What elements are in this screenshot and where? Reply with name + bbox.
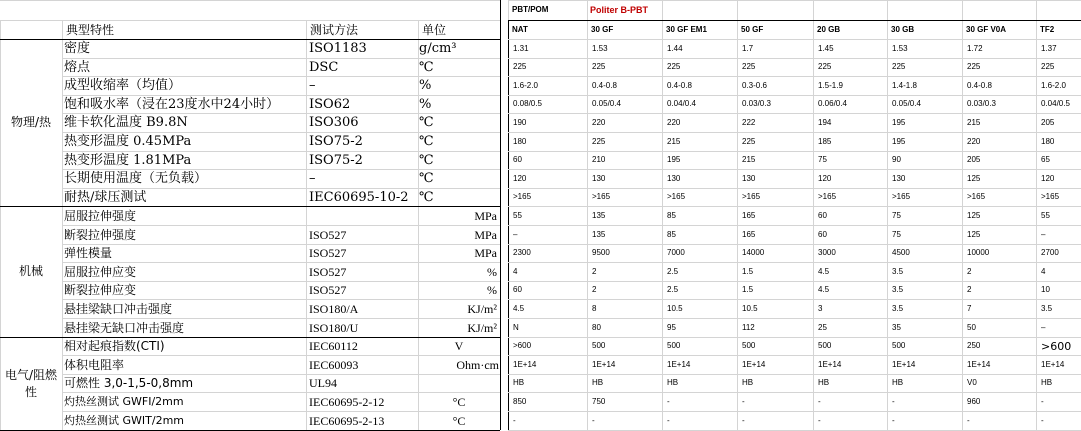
value-cell: 220 [967, 136, 981, 146]
grade-header: 30 GF [591, 24, 614, 34]
value-cell: 8 [592, 303, 597, 313]
unit: % [419, 96, 432, 112]
grid-vline [962, 0, 963, 430]
property-name: 耐热/球压测试 [64, 189, 147, 205]
value-cell: 1E+14 [967, 359, 991, 369]
property-name: 灼热丝测试 GWIT/2mm [64, 414, 184, 427]
value-cell: 194 [818, 117, 832, 127]
value-cell: 9500 [592, 248, 610, 257]
value-cell: 120 [1041, 173, 1055, 183]
value-cell: 1.72 [967, 43, 983, 53]
unit: Ohm·cm [456, 357, 499, 372]
property-name: 断裂拉伸强度 [64, 227, 137, 242]
value-cell: 130 [892, 173, 906, 183]
value-cell: 3000 [818, 248, 836, 257]
value-cell: 10.5 [742, 303, 758, 313]
value-cell: 225 [742, 62, 756, 71]
value-cell: >165 [892, 192, 911, 201]
value-cell: 225 [592, 62, 606, 71]
value-cell: 500 [742, 341, 756, 350]
property-name: 体积电阻率 [64, 357, 125, 372]
value-cell: >600 [513, 341, 532, 350]
value-cell: 0.05/0.4 [892, 99, 921, 108]
value-cell: 190 [513, 117, 527, 127]
value-cell: 4.5 [818, 266, 830, 276]
grid-hline [0, 0, 500, 1]
value-cell: >165 [592, 192, 611, 201]
test-method: ISO75-2 [309, 134, 363, 149]
value-cell: 0.03/0.3 [742, 99, 771, 108]
value-cell: 2.5 [667, 285, 679, 294]
value-cell: 1E+14 [667, 359, 691, 369]
grade-header: TF2 [1040, 24, 1055, 34]
value-cell: 75 [818, 155, 827, 164]
value-cell: 225 [1041, 62, 1055, 71]
unit: % [487, 283, 497, 297]
unit [419, 374, 499, 392]
value-cell: 50 [967, 322, 976, 332]
value-cell: >165 [1041, 192, 1060, 201]
value-cell: 0.4-0.8 [967, 80, 992, 90]
header-method: 测试方法 [310, 22, 359, 37]
value-cell: 225 [592, 136, 606, 146]
value-cell: 1.53 [892, 43, 908, 53]
unit: ℃ [419, 134, 434, 149]
test-method: ISO527 [309, 246, 347, 260]
value-cell: 960 [967, 396, 981, 406]
grade-header: 30 GF EM1 [666, 24, 707, 34]
test-method: ISO180/A [309, 301, 359, 316]
value-cell: 2700 [1041, 248, 1059, 257]
value-cell: >165 [967, 192, 986, 201]
value-cell: 135 [592, 229, 606, 239]
value-cell: 3 [818, 303, 823, 313]
value-cell: 135 [592, 210, 606, 220]
test-method: IEC60695-10-2 [309, 189, 409, 205]
property-name: 成型收缩率（均值） [64, 78, 182, 93]
value-cell: – [513, 229, 518, 239]
value-cell: 180 [513, 136, 527, 146]
value-cell: 0.08/0.5 [513, 99, 542, 108]
value-cell: 1.6-2.0 [1041, 80, 1066, 90]
grade-header: 20 GB [817, 24, 841, 34]
value-cell: 165 [742, 229, 756, 239]
property-name: 悬挂梁缺口冲击强度 [64, 301, 173, 316]
value-cell: 185 [818, 136, 832, 146]
value-cell: 1E+14 [1041, 359, 1065, 369]
value-cell: >165 [818, 192, 837, 201]
value-cell: 0.04/0.4 [667, 99, 696, 108]
property-name: 灼热丝测试 GWFI/2mm [64, 395, 184, 408]
value-cell: 0.04/0.5 [1041, 99, 1070, 108]
grid-vline [887, 0, 888, 430]
value-cell: - [1041, 415, 1044, 425]
value-cell: 125 [967, 229, 981, 239]
value-cell: 80 [592, 322, 601, 332]
value-cell: 90 [892, 155, 901, 164]
unit: MPa [474, 208, 497, 223]
value-cell: 0.03/0.3 [967, 99, 996, 108]
test-method: ISO306 [309, 115, 359, 130]
unit: KJ/m² [467, 320, 497, 335]
value-cell: - [892, 396, 895, 406]
value-cell: – [1041, 322, 1046, 332]
value-cell: HB [513, 378, 525, 387]
value-cell: 4 [1041, 266, 1046, 276]
value-cell: 180 [1041, 136, 1055, 146]
property-name: 屈服拉伸应变 [64, 264, 137, 279]
group-label: 机械 [18, 264, 43, 278]
value-cell: 2 [967, 285, 972, 294]
property-name: 熔点 [64, 59, 91, 75]
header-family: PBT/POM [512, 5, 549, 14]
unit: °C [452, 413, 466, 428]
value-cell: 225 [818, 62, 832, 71]
property-name: 弹性模量 [64, 246, 113, 260]
property-name: 相对起痕指数(CTI) [64, 339, 165, 353]
test-method: ISO527 [309, 264, 347, 279]
unit: ℃ [419, 189, 434, 205]
value-cell: - [892, 415, 895, 425]
property-name: 长期使用温度（无负载） [64, 171, 208, 186]
grid-vline [813, 0, 814, 430]
value-cell: >165 [742, 192, 761, 201]
value-cell: 195 [892, 117, 906, 127]
value-cell: 0.4-0.8 [667, 80, 692, 90]
value-cell: HB [592, 378, 604, 387]
value-cell: 250 [967, 341, 981, 350]
unit: ℃ [419, 115, 434, 130]
value-cell: 7000 [667, 248, 685, 257]
value-cell: - [967, 415, 970, 425]
test-method: – [309, 171, 316, 186]
value-cell: 3.5 [892, 303, 904, 313]
grade-header: 30 GF V0A [966, 24, 1007, 34]
property-name: 饱和吸水率（浸在23度水中24小时） [64, 96, 280, 112]
value-cell: 225 [513, 62, 527, 71]
value-cell: 222 [742, 117, 756, 127]
value-cell: 4 [513, 266, 518, 276]
value-cell: 750 [592, 396, 606, 406]
test-method: ISO62 [309, 96, 351, 112]
value-cell: 210 [592, 155, 606, 164]
unit: % [487, 264, 497, 279]
value-cell: 130 [667, 173, 681, 183]
value-cell: 125 [967, 173, 981, 183]
divider [500, 0, 501, 430]
grade-header: 30 GB [891, 24, 915, 34]
value-cell: - [818, 396, 821, 406]
unit: °C [452, 394, 466, 409]
value-cell: 195 [892, 136, 906, 146]
value-cell: 85 [667, 229, 676, 239]
value-cell: 0.4-0.8 [592, 80, 617, 90]
grid-vline [1036, 0, 1037, 430]
value-cell: 500 [592, 341, 606, 350]
value-cell: 500 [667, 341, 681, 350]
value-cell: - [742, 415, 745, 425]
value-cell: >165 [667, 192, 686, 201]
unit: MPa [474, 246, 497, 260]
value-cell: HB [1041, 378, 1053, 387]
value-cell: 215 [742, 155, 756, 164]
value-cell: 1.5-1.9 [818, 80, 843, 90]
value-cell: 225 [667, 62, 681, 71]
property-name: 屈服拉伸强度 [64, 208, 137, 223]
value-cell: 7 [967, 303, 972, 313]
group-label: 电气/阻燃性 [4, 367, 58, 399]
value-cell: 2300 [513, 248, 531, 257]
value-cell: 75 [892, 229, 901, 239]
value-cell: 4.5 [818, 285, 830, 294]
test-method: ISO527 [309, 227, 347, 242]
test-method: IEC60093 [309, 357, 359, 372]
value-cell: 205 [1041, 117, 1055, 127]
value-cell: 1.5 [742, 266, 754, 276]
value-cell: 1.31 [513, 43, 529, 53]
value-cell: - [742, 396, 745, 406]
value-cell: - [513, 415, 516, 425]
property-name: 维卡软化温度 B9.8N [64, 115, 188, 130]
value-cell: 10000 [967, 248, 990, 257]
grade-header: NAT [512, 24, 528, 34]
property-name: 热变形温度 1.81MPa [64, 152, 192, 168]
value-cell: 3.5 [892, 285, 904, 294]
value-cell: 1E+14 [742, 359, 766, 369]
test-method: IEC60695-2-12 [309, 394, 385, 409]
value-cell: - [818, 415, 821, 425]
value-cell: - [667, 396, 670, 406]
test-method: IEC60112 [309, 339, 358, 353]
header-brand: Politer B-PBT [590, 4, 649, 15]
unit: ℃ [419, 152, 434, 168]
unit: g/cm³ [419, 41, 457, 56]
value-cell: 225 [742, 136, 756, 146]
value-cell: 1E+14 [892, 359, 916, 369]
grid-vline [587, 0, 588, 430]
unit: ℃ [419, 59, 434, 75]
value-cell: 4500 [892, 248, 910, 257]
unit: ℃ [419, 171, 434, 186]
test-method: DSC [309, 59, 339, 75]
value-cell: 215 [967, 117, 981, 127]
test-method: ISO527 [309, 283, 347, 297]
test-method: UL94 [309, 376, 337, 390]
test-method: – [309, 78, 316, 93]
value-cell: 55 [513, 210, 522, 220]
value-cell: 220 [667, 117, 681, 127]
value-cell: HB [667, 378, 679, 387]
value-cell: 120 [513, 173, 527, 183]
value-cell: 225 [892, 62, 906, 71]
value-cell: 1.37 [1041, 43, 1057, 53]
value-cell: 2 [967, 266, 972, 276]
value-cell: - [667, 415, 670, 425]
value-cell: 220 [592, 117, 606, 127]
value-cell: 55 [1041, 210, 1050, 220]
grid-vline [737, 0, 738, 430]
header-property: 典型特性 [66, 22, 115, 37]
value-cell: 1.45 [818, 43, 834, 53]
value-cell: 500 [818, 341, 832, 350]
value-cell: HB [892, 378, 904, 387]
header-unit: 单位 [422, 22, 447, 37]
value-cell: V0 [967, 378, 977, 387]
value-cell: - [592, 415, 595, 425]
value-cell: 1E+14 [513, 359, 537, 369]
value-cell: 10.5 [667, 303, 683, 313]
value-cell: 60 [818, 229, 827, 239]
grade-header: 50 GF [741, 24, 764, 34]
value-cell: 14000 [742, 248, 765, 257]
property-name: 热变形温度 0.45MPa [64, 134, 192, 149]
property-name: 悬挂梁无缺口冲击强度 [64, 320, 185, 335]
value-cell: 35 [892, 322, 901, 332]
value-cell: 60 [818, 210, 827, 220]
value-cell: 3.5 [1041, 303, 1053, 313]
property-name: 断裂拉伸应变 [64, 283, 137, 297]
value-cell: 0.3-0.6 [742, 80, 767, 90]
value-cell: 1E+14 [592, 359, 616, 369]
value-cell: 165 [742, 210, 756, 220]
test-method: ISO75-2 [309, 152, 363, 168]
unit: MPa [474, 227, 497, 242]
value-cell: 60 [513, 285, 522, 294]
value-cell: 130 [742, 173, 756, 183]
value-cell: 1E+14 [818, 359, 842, 369]
value-cell: 2 [592, 266, 597, 276]
test-method [309, 206, 417, 225]
value-cell: 1.7 [742, 43, 754, 53]
value-cell: 3.5 [892, 266, 904, 276]
value-cell: 215 [667, 136, 681, 146]
value-cell: 850 [513, 396, 527, 406]
value-cell: – [1041, 229, 1046, 239]
value-cell: N [513, 322, 519, 332]
value-cell: >165 [513, 192, 532, 201]
value-cell: 0.06/0.4 [818, 99, 847, 108]
value-cell: 0.05/0.4 [592, 99, 621, 108]
value-cell: 205 [967, 155, 981, 164]
value-cell: 195 [667, 155, 681, 164]
group-label: 物理/热 [10, 115, 52, 129]
value-cell: 85 [667, 210, 676, 220]
value-cell: - [1041, 396, 1044, 406]
value-cell: 130 [592, 173, 606, 183]
value-cell: 1.4-1.8 [892, 80, 917, 90]
value-cell: 1.44 [667, 43, 683, 53]
value-cell: 500 [892, 341, 906, 350]
value-cell: 120 [818, 173, 832, 183]
value-cell: 125 [967, 210, 981, 220]
value-cell: 112 [742, 322, 755, 332]
value-cell: 60 [513, 155, 522, 164]
value-cell: >600 [1041, 339, 1072, 353]
value-cell: 10 [1041, 285, 1050, 294]
value-cell: 65 [1041, 155, 1050, 164]
value-cell: 1.6-2.0 [513, 80, 538, 90]
value-cell: 2 [592, 285, 597, 294]
value-cell: 225 [967, 62, 981, 71]
unit: V [454, 339, 464, 353]
unit: % [419, 78, 432, 93]
value-cell: HB [742, 378, 754, 387]
value-cell: HB [818, 378, 830, 387]
value-cell: 2.5 [667, 266, 679, 276]
unit: KJ/m² [467, 301, 497, 316]
test-method: ISO1183 [309, 41, 367, 56]
value-cell: 1.53 [592, 43, 608, 53]
property-name: 密度 [64, 41, 91, 56]
value-cell: 75 [892, 210, 901, 220]
value-cell: 1.5 [742, 285, 754, 294]
grid-vline [662, 0, 663, 430]
test-method: IEC60695-2-13 [309, 413, 385, 428]
value-cell: 25 [818, 322, 827, 332]
property-name: 可燃性 3,0-1,5-0,8mm [64, 376, 194, 390]
value-cell: 95 [667, 322, 676, 332]
value-cell: 4.5 [513, 303, 525, 313]
test-method: ISO180/U [309, 320, 359, 335]
